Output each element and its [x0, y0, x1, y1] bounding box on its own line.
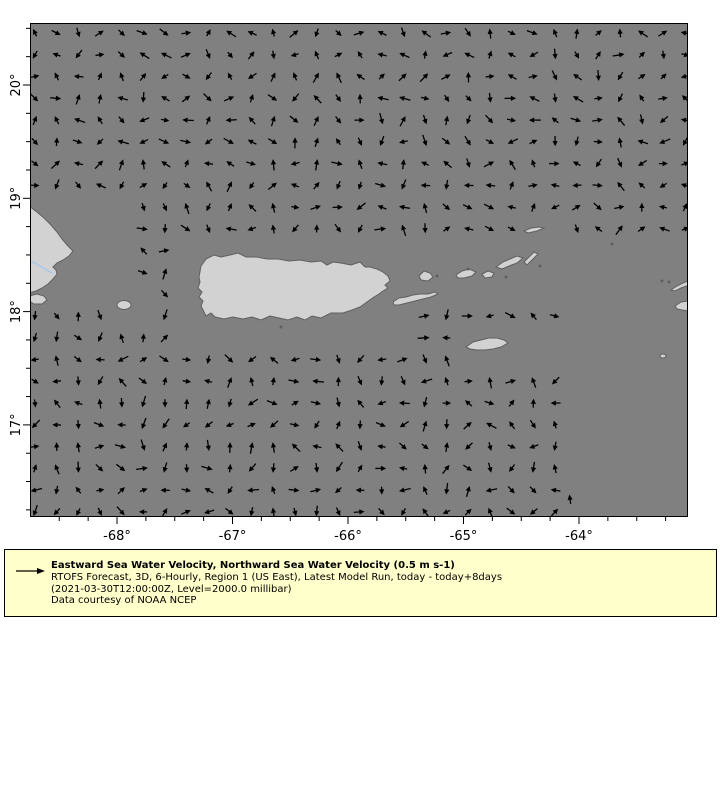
reference-arrow-icon [15, 566, 47, 576]
island-saba [660, 354, 666, 358]
islet-dot [280, 326, 283, 329]
legend-line-credit: Data courtesy of NOAA NCEP [51, 595, 197, 607]
lat-label: 19° [9, 186, 24, 210]
legend-title: Eastward Sea Water Velocity, Northward Sea Water Velocity (0.5 m s-1) [51, 560, 455, 571]
islet-dot [436, 275, 439, 278]
lat-label: 17° [9, 413, 24, 437]
legend-box [4, 549, 717, 617]
lon-label: -66° [334, 529, 362, 544]
islet-dot [467, 268, 470, 271]
islet-dot [668, 281, 671, 284]
islet-dot [505, 276, 508, 279]
islet-dot [611, 243, 614, 246]
lon-label: -65° [449, 529, 478, 544]
islet-dot [661, 280, 664, 283]
islet-dot [539, 265, 542, 268]
lat-label: 20° [9, 73, 24, 97]
lon-label: -68° [103, 529, 131, 544]
lat-label: 18° [9, 300, 24, 324]
lon-label: -67° [218, 529, 247, 544]
legend-line-dataset: RTOFS Forecast, 3D, 6-Hourly, Region 1 (US East), Latest Model Run, today - today+8days [51, 571, 503, 583]
island-mona [117, 301, 131, 310]
legend-text-block [51, 550, 502, 607]
legend-line-time-level: (2021-03-30T12:00:00Z, Level=2000.0 millibar) [51, 583, 292, 595]
lon-label: -64° [565, 529, 593, 544]
